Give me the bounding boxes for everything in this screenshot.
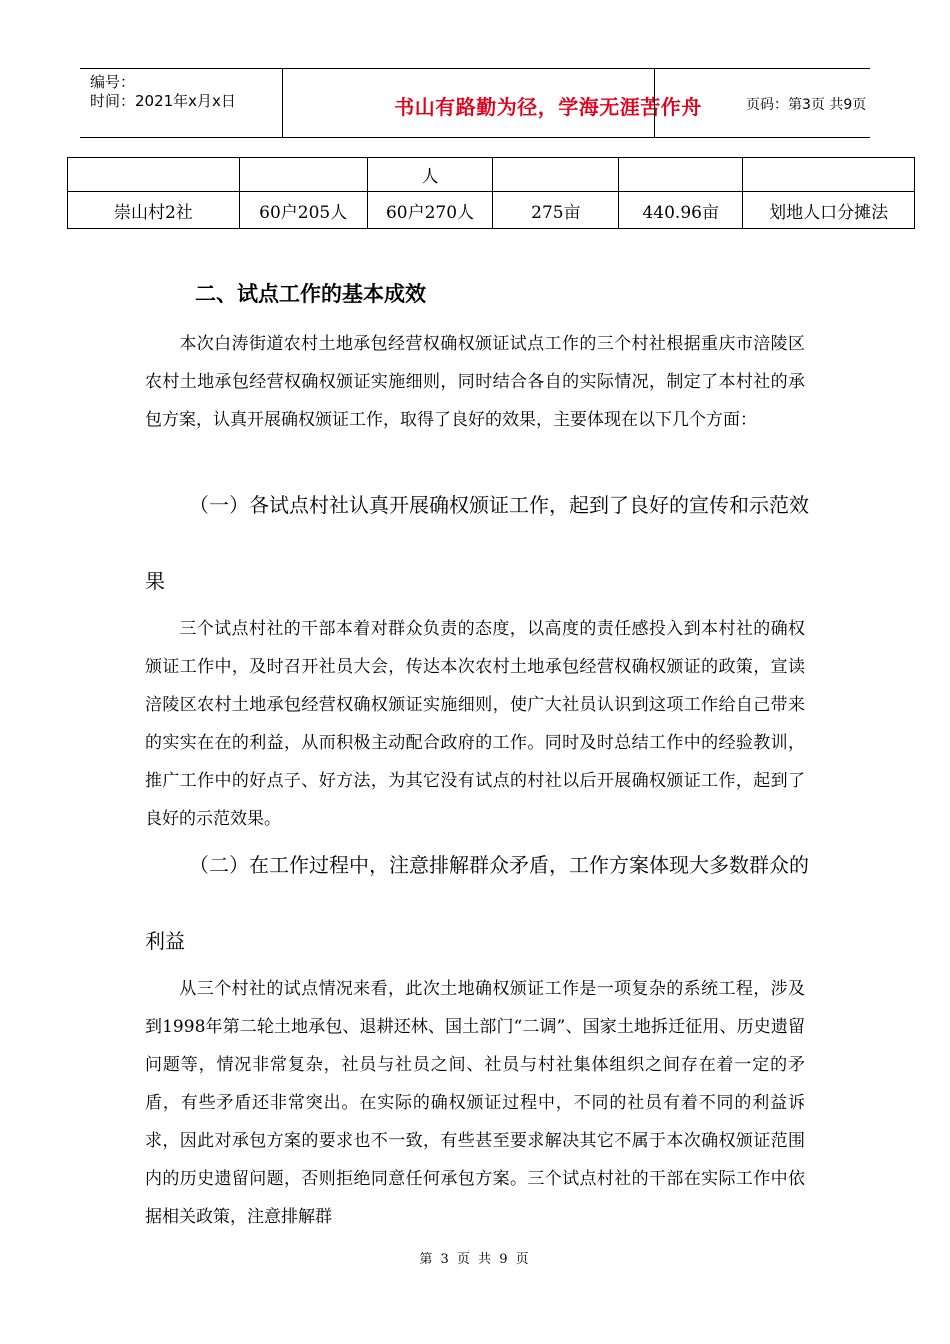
table-row [68, 192, 915, 229]
header-meta [90, 73, 236, 111]
table-cell: 崇山村2社 [68, 192, 240, 229]
table-cell [619, 158, 743, 192]
page-footer: 第 3 页 共 9 页 [419, 1252, 531, 1267]
paragraph [145, 970, 805, 1236]
page-header [80, 68, 870, 138]
table-cell [493, 158, 619, 192]
subheading-text: （二）在工作过程中，注意排解群众矛盾，工作方案体现大多数群众的利益 [145, 853, 809, 953]
header-page-info: 页码：第3页 共9页 [746, 97, 867, 113]
subheading [145, 827, 815, 979]
table-cell: 275亩 [493, 192, 619, 229]
time-label: 时间：2021年x月x日 [90, 92, 236, 110]
table-cell: 60户270人 [367, 192, 493, 229]
paragraph [145, 325, 805, 439]
table-cell: 60户205人 [239, 192, 367, 229]
code-label: 编号： [90, 73, 136, 91]
subheading-text: （一）各试点村社认真开展确权颁证工作，起到了良好的宣传和示范效果 [145, 493, 809, 593]
header-divider [654, 69, 655, 137]
table-cell: 440.96亩 [619, 192, 743, 229]
section-title: 二、试点工作的基本成效 [195, 282, 426, 306]
table-cell [68, 158, 240, 192]
table-row [68, 158, 915, 192]
table-cell: 人 [367, 158, 493, 192]
table-cell: 划地人口分摊法 [743, 192, 915, 229]
paragraph-text: 本次白涛街道农村土地承包经营权确权颁证试点工作的三个村社根据重庆市涪陵区农村土地承包经营权确权颁证实施细则，同时结合各自的实际情况，制定了本村社的承包方案，认真开展确权颁证工作，取得了良好的效果，主要体现在以下几个方面： [145, 334, 805, 430]
subheading [145, 467, 815, 619]
paragraph-text: 从三个村社的试点情况来看，此次土地确权颁证工作是一项复杂的系统工程，涉及到1998年第二轮土地承包、退耕还林、国土部门“二调”、国家土地拆迁征用、历史遗留问题等，情况非常复杂，社员与社员之间、社员与村社集体组织之间存在着一定的矛盾，有些矛盾还非常突出。在实际的确权颁证过程中，不同的社员有着不同的利益诉求，因此对承包方案的要求也不一致，有些甚至要求解决其它不属于本次确权颁证范围内的历史遗留问题，否则拒绝同意任何承包方案。三个试点村社的干部在实际工作中依据相关政策，注意排解群 [145, 979, 805, 1227]
header-motto: 书山有路勤为径，学海无涯苦作舟 [394, 95, 702, 119]
table-cell [239, 158, 367, 192]
table-cell [743, 158, 915, 192]
land-table [67, 157, 915, 229]
header-divider [282, 69, 283, 137]
paragraph-text: 三个试点村社的干部本着对群众负责的态度，以高度的责任感投入到本村社的确权颁证工作中，及时召开社员大会，传达本次农村土地承包经营权确权颁证的政策，宣读涪陵区农村土地承包经营权确权颁证实施细则，使广大社员认识到这项工作给自己带来的实实在在的利益，从而积极主动配合政府的工作。同时及时总结工作中的经验教训，推广工作中的好点子、好方法，为其它没有试点的村社以后开展确权颁证工作，起到了良好的示范效果。 [145, 619, 805, 829]
paragraph [145, 610, 805, 838]
